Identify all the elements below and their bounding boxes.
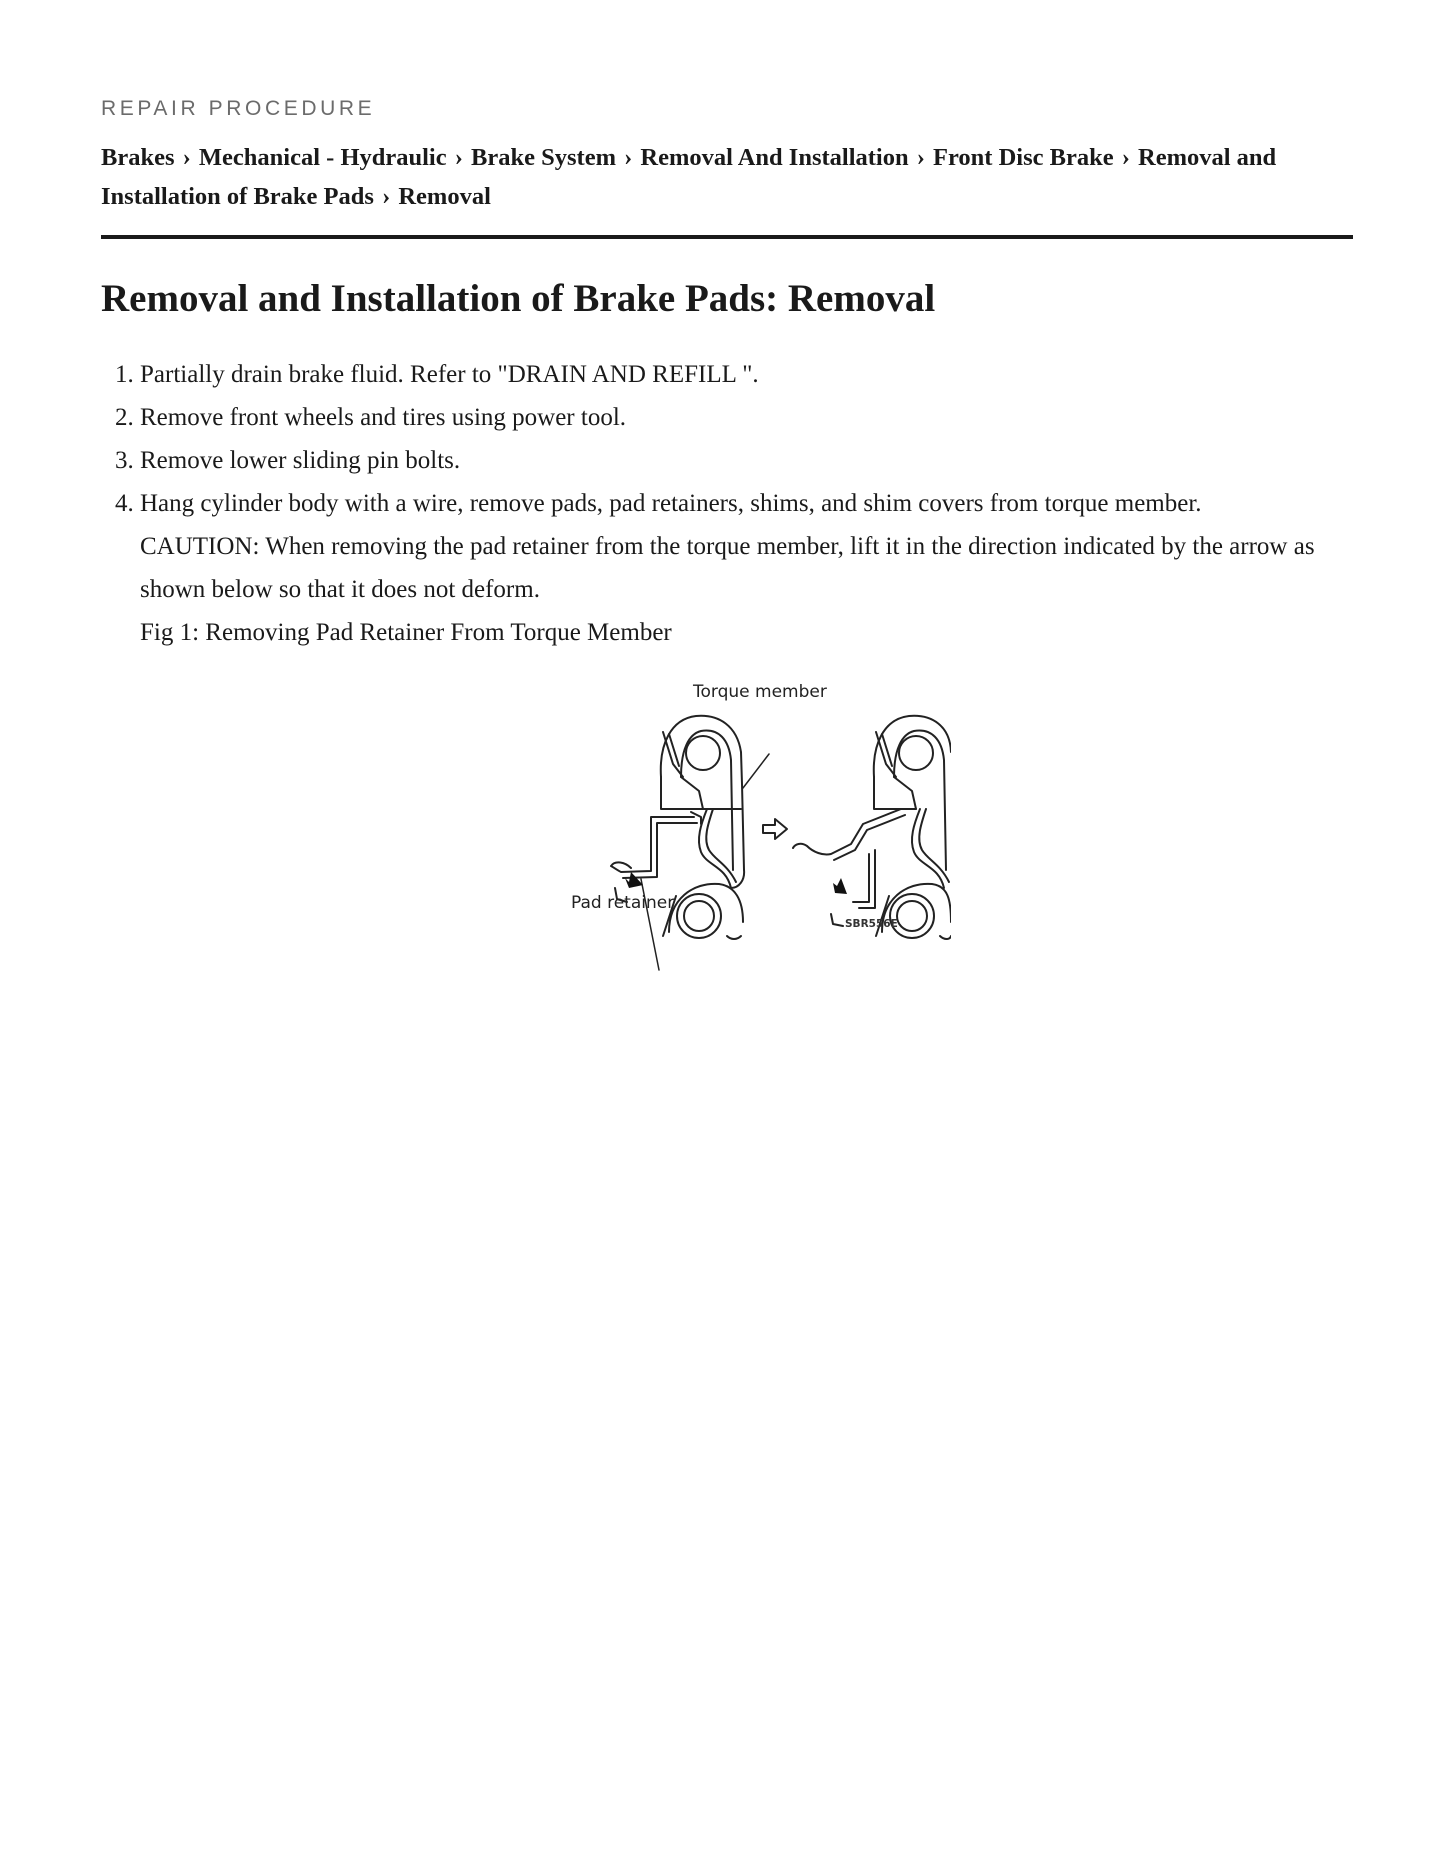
transition-arrow xyxy=(763,819,787,839)
list-item xyxy=(140,439,1353,482)
step-text: 1. Partially drain brake fluid. Refer to "DRAIN AND REFILL ". xyxy=(140,361,759,388)
page-title: Removal and Installation of Brake Pads: Removal xyxy=(101,277,936,320)
breadcrumb-separator: › xyxy=(382,183,391,210)
breadcrumb-item-brake-pads[interactable]: Removal and Installation of Brake Pads xyxy=(101,144,1277,210)
breadcrumb-item-brakes[interactable]: Brakes xyxy=(101,144,175,171)
list-item xyxy=(140,482,1353,654)
list-item xyxy=(140,396,1353,439)
section-eyebrow: REPAIR PROCEDURE xyxy=(101,97,376,120)
caution-note: CAUTION: When removing the pad retainer from the torque member, lift it in the direction indicated by the arrow as shown below so that it does not deform. xyxy=(140,533,1315,603)
lift-arrow-left xyxy=(625,872,643,888)
breadcrumb-item-brake-system[interactable]: Brake System xyxy=(471,144,616,171)
step-text: 2. Remove front wheels and tires using power tool. xyxy=(140,404,627,431)
label-pad-retainer: Pad retainer xyxy=(571,893,675,913)
bolt-hole-left xyxy=(686,736,720,770)
breadcrumb-separator: › xyxy=(916,144,925,171)
label-torque-member: Torque member xyxy=(693,682,827,702)
pad-retainer-right xyxy=(793,809,901,855)
breadcrumb-item-removal-and-installation[interactable]: Removal And Installation xyxy=(640,144,909,171)
breadcrumb-separator: › xyxy=(1121,144,1130,171)
breadcrumb xyxy=(101,138,1353,239)
breadcrumb-item-front-disc-brake[interactable]: Front Disc Brake xyxy=(933,144,1114,171)
breadcrumb-item-mechanical-hydraulic[interactable]: Mechanical - Hydraulic xyxy=(198,144,447,171)
figure-caption: Fig 1: Removing Pad Retainer From Torque Member xyxy=(140,619,672,646)
figure-code: SBR556E xyxy=(845,918,898,930)
list-item xyxy=(140,353,1353,396)
pad-retainer-left xyxy=(611,817,694,872)
breadcrumb-separator: › xyxy=(454,144,463,171)
lift-arrow-right xyxy=(833,878,847,894)
step-text: 4. Hang cylinder body with a wire, remove pads, pad retainers, shims, and shim covers from torque member. xyxy=(140,490,1202,517)
pad-retainer-diagram xyxy=(531,674,951,979)
breadcrumb-item-removal[interactable]: Removal xyxy=(398,183,491,210)
step-text: 3. Remove lower sliding pin bolts. xyxy=(140,447,461,474)
breadcrumb-separator: › xyxy=(624,144,633,171)
procedure-steps xyxy=(101,353,1353,654)
diagram-illustration xyxy=(531,674,951,979)
breadcrumb-separator: › xyxy=(182,144,191,171)
document-page xyxy=(101,96,1353,930)
bolt-hole-right xyxy=(899,736,933,770)
